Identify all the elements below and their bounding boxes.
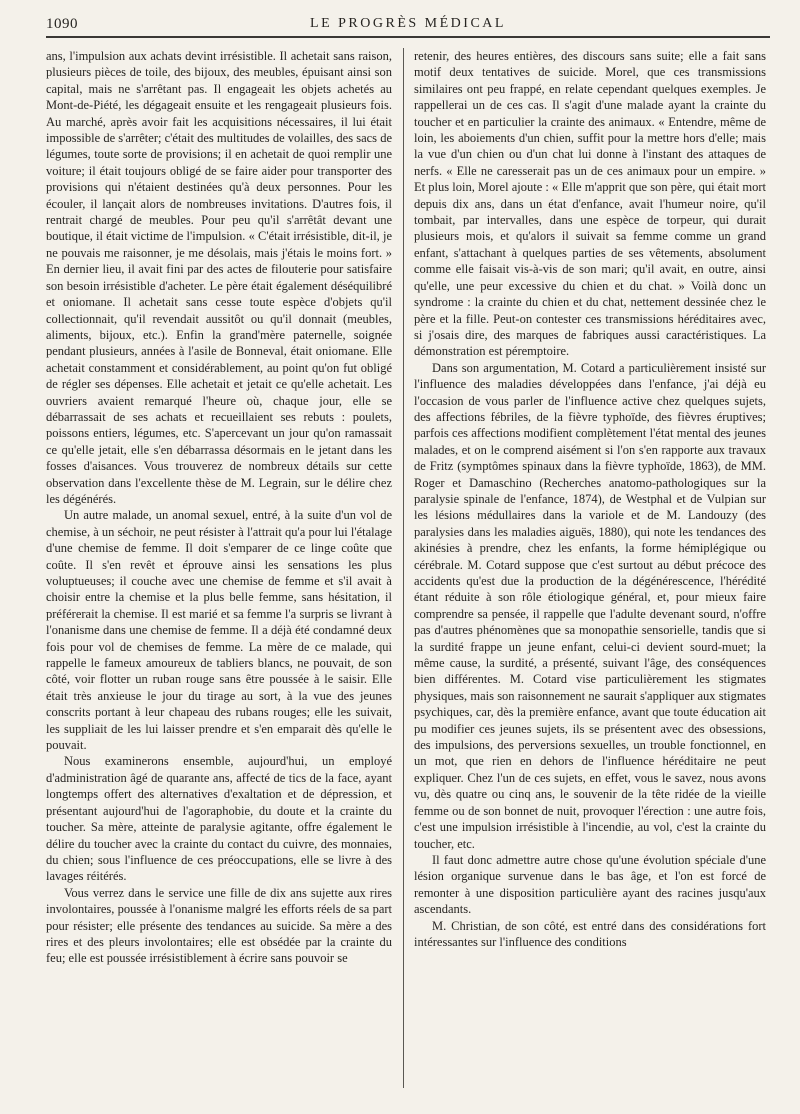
- paragraph: retenir, des heures entières, des discours sans suite; elle a fait sans motif deux tentatives de suicide. Morel, que ces transmissions similaires ont peu frappé, en relate cependant quelques exemples. Je rappellerai un de ces cas. Il s'agit d'une malade ayant la crainte du toucher et en particulier la crainte des animaux. « Entendre, même de loin, les aboiements d'un chien, suffit pour la mettre hors d'elle; mais la vue d'un chien ou d'un chat lui donne à l'instant des attaques de nerfs. « Elle ne caresserait pas un de ces animaux pour un empire. » Et plus loin, Morel ajoute : « Elle m'apprit que son père, qui était mort depuis dix ans, dans un état d'enfance, avait l'humeur noire, qu'il tombait, par intervalles, dans une espèce de torpeur, qui durait plusieurs mois, et qu'alors il suivait sa femme comme un grand enfant, s'attachant à quelques parties de ses vêtements, absolument comme elle faisait vis-à-vis de son mari; qu'il avait, en outre, ainsi qu'elle, une peur excessive du chien et du chat. » Voilà donc un syndrome : la crainte du chien et du chat, nettement dessinée chez le père et la fille. Peut-on contester ces transmissions héréditaires avec, si j'osais dire, des marques de fabriques aussi caractéristiques. La démonstration est péremptoire.: [414, 49, 766, 359]
- running-title: LE PROGRÈS MÉDICAL: [310, 16, 506, 31]
- paragraph: Nous examinerons ensemble, aujourd'hui, un employé d'administration âgé de quarante ans, affecté de tics de la face, ayant longtemps offert des alternatives d'exaltation et de dépression, et présentant aujourd'hui de l'agoraphobie, du doute et la crainte du toucher. Sa mère, atteinte de paralysie agitante, offre également le délire du toucher avec la crainte du contact du cuivre, des monnaies, du chien; sous l'influence de ces préoccupations, elle se livre à des lavages réitérés.: [46, 754, 392, 884]
- paragraph: Vous verrez dans le service une fille de dix ans sujette aux rires involontaires, poussée à l'onanisme malgré les efforts réels de sa part pour résister; elle présente des tendances au suicide. Sa mère a des rires et des pleurs involontaires; elle est obsédée par la crainte du feu; elle est poussée irrésistiblement à écrire sans pouvoir se: [46, 885, 392, 966]
- page-number: 1090: [46, 16, 78, 32]
- paragraph: Dans son argumentation, M. Cotard a particulièrement insisté sur l'influence des maladies développées dans l'enfance, j'ai déjà eu l'occasion de vous parler de l'influence active chez quelques sujets, des affections fébriles, de la fièvre typhoïde, des fièvres éruptives; parfois ces affections modifient complètement l'état mental des jeunes malades, et on le comprend aisément si l'on s'en rapporte aux travaux de Fritz (symptômes spinaux dans la fièvre typhoïde, 1863), de MM. Roger et Damaschino (Recherches anatomo-pathologiques sur la paralysie spinale de l'enfance, 1874), de Westphal et de Vulpian sur les lésions médullaires dans la variole et de M. Landouzy (des paralysies dans les maladies aiguës, 1880), qui note les tendances des akinésies à prendre, chez les enfants, la forme hémiplégique ou cérébrale. M. Cotard suppose que c'est surtout au début précoce des accidents qu'est due la production de la dégénérescence, l'hérédité étant réduite à son rôle étiologique général, et, pour mieux faire comprendre sa pensée, il rappelle que l'adulte devenant sourd, n'offre pas d'autres phénomènes que sa monopathie sensorielle, tandis que si la surdité frappe un jeune enfant, celui-ci devient sourd-muet; la même cause, la surdité, a présenté, suivant l'âge, des conséquences bien différentes. M. Cotard vise particulièrement les stigmates physiques, mais son raisonnement ne saurait s'appliquer aux stigmates psychiques, car, dès la première enfance, avant que toute éducation ait pu modifier ces jeunes sujets, ils se présentent avec des obsessions, des impulsions, des perversions sexuelles, un trouble fonctionnel, en un mot, que rien en dehors de l'influence héréditaire ne peut expliquer. Chez l'un de ces sujets, en effet, vous le savez, nous avons vu, dès quatre ou cinq ans, le souvenir de la tête ridée de la vieille femme ou de son bonnet de nuit, provoquer l'érection : une autre fois, c'est une impulsion irrésistible à l'incendie, au vol, c'est la crainte du toucher, etc.: [414, 360, 766, 851]
- page-header: [46, 14, 770, 38]
- paragraph: ans, l'impulsion aux achats devint irrésistible. Il achetait sans raison, plusieurs pièces de toile, des bijoux, des meubles, épuisant ainsi son capital, mais ne s'arrêtant pas. Il engageait les objets achetés au Mont-de-Piété, les dégageait ensuite et les rengageait plusieurs fois. Au marché, après avoir fait les acquisitions nécessaires, il lui était impossible de s'arrêter; c'était des multitudes de volailles, des sacs de légumes, toute sorte de provisions; il en achetait de quoi remplir une voiture; il était toujours obligé de se faire aider pour transporter des provisions qui n'étaient destinées qu'à deux personnes. Pour les écouler, il lançait alors de nombreuses invitations. D'autres fois, il rentrait chargé de meubles. Pour peu qu'il s'arrêtât devant une boutique, il était victime de l'impulsion. « C'était irrésistible, dit-il, je ne pouvais me raisonner, je me désolais, mais j'étais le moins fort. » En dernier lieu, il avait fini par des actes de filouterie pour satisfaire son besoin irrésistible d'acheter. Le père était également déséquilibré et oniomane. Il achetait sans cesse toute espèce d'objets qu'il collectionnait, qu'il revendait aussitôt ou qu'il donnait (meubles, aliments, bijoux, etc.). Enfin la grand'mère paternelle, soignée pendant plusieurs, années à l'asile de Bonneval, était oniomane. Elle achetait constamment et considérablement, au point qu'on fut obligé de régler ses dépenses. Elle achetait et jetait ce qu'elle achetait. Les ouvriers avaient remarqué l'heure où, chaque jour, elle se débarrassait de ses achats et recueillaient ses rebuts : poulets, poissons entiers, légumes, etc. S'apercevant un jour qu'on ramassait ce qu'elle jetait, elle s'en débarrassa désormais en le jetant dans les fosses d'aisances. Vous trouverez de nombreux détails sur cette observation dans l'excellente thèse de M. Legrain, sur le délire chez les dégénérés.: [46, 49, 392, 506]
- right-column: [414, 48, 766, 1096]
- column-divider: [403, 48, 404, 1088]
- paragraph: M. Christian, de son côté, est entré dans des considérations fort intéressantes sur l'influence des conditions: [414, 918, 766, 949]
- paragraph: Un autre malade, un anomal sexuel, entré, à la suite d'un vol de chemise, à un séchoir, ne peut résister à l'attrait qu'a pour lui l'étalage d'une chemise de femme. Il doit s'emparer de ce linge coûte que coûte. Il s'en revêt et éprouve ainsi les sensations les plus voluptueuses; il couche avec une chemise de femme et s'il avait à choisir entre la chemise et la plus belle femme, sans hésitation, il préférerait la chemise. Il est marié et sa femme l'a surpris se livrant à l'onanisme dans une chemise de femme. Il a déjà été condamné deux fois pour vol de chemises de femme. La mère de ce malade, qui rappelle le fameux amoureux de tabliers blancs, ne pouvait, de son côté, voir flotter un ruban rouge sans être poussée à le saisir. Elle était très anxieuse le jour du tirage au sort, à la vue des jeunes conscrits portant à leur chapeau des rubans rouges; elle les suivait, les suppliait de les lui laisser prendre et s'en emparait dès qu'elle le pouvait.: [46, 508, 392, 753]
- paragraph: Il faut donc admettre autre chose qu'une évolution spéciale d'une lésion organique survenue dans le bas âge, et l'on est forcé de remonter à une disposition particulière ayant des racines jusqu'aux ascendants.: [414, 852, 766, 917]
- left-column: [46, 48, 392, 1096]
